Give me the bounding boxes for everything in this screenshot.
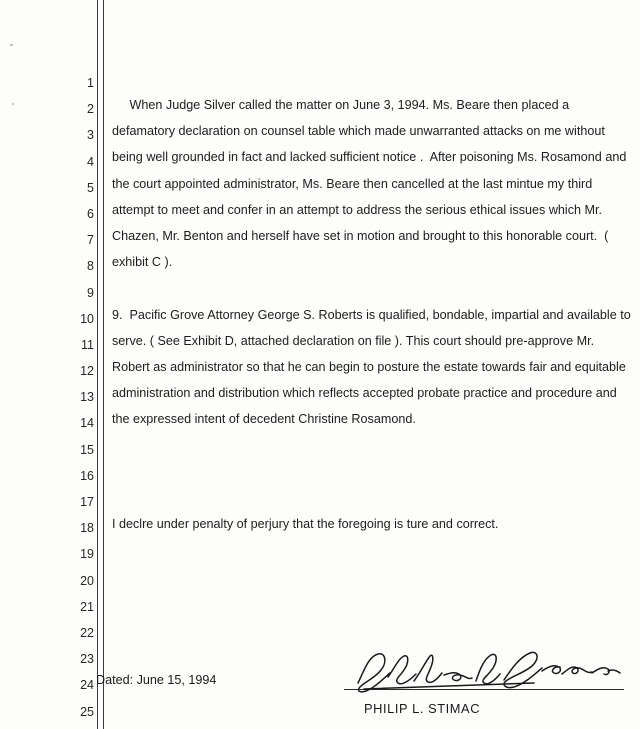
scan-speck	[10, 44, 13, 46]
line-number: 25	[80, 704, 94, 719]
line-number: 15	[80, 442, 94, 457]
line-number: 17	[80, 495, 94, 509]
line-number: 20	[80, 573, 94, 588]
line-number: 21	[80, 599, 94, 614]
line-number: 24	[80, 678, 94, 693]
line-number: 5	[87, 180, 94, 195]
pleading-rule-left	[97, 0, 98, 729]
line-number: 1	[87, 76, 94, 90]
line-number: 4	[87, 154, 94, 169]
line-number: 12	[80, 364, 94, 379]
document-body	[112, 92, 635, 537]
line-number: 3	[87, 128, 94, 143]
line-number: 13	[80, 390, 94, 405]
paragraph-judge-silver: When Judge Silver called the matter on June 3, 1994. Ms. Beare then placed a defamatory declaration on counsel table which made unwarranted attacks on me without being well grounded in fact and lacked sufficient notice . After poisoning Ms. Rosamond and the court appointed administrator, Ms. Beare then cancelled at the last mintue my third attempt to meet and confer in an attempt to address the serious ethical issues which Mr. Chazen, Mr. Benton and herself have set in motion and brought to this honorable court. ( exhibit C ).	[112, 98, 630, 270]
line-number-column	[72, 70, 94, 725]
line-number: 10	[80, 311, 94, 326]
pleading-rule-right	[103, 0, 104, 729]
line-number: 14	[80, 416, 94, 431]
line-number: 6	[87, 206, 94, 221]
line-number: 19	[80, 547, 94, 562]
line-number: 16	[80, 468, 94, 483]
line-number: 23	[80, 652, 94, 667]
paragraph-perjury-declaration: I declre under penalty of perjury that the foregoing is ture and correct.	[112, 517, 499, 532]
paragraph-spacer	[112, 433, 632, 512]
line-number: 22	[80, 625, 94, 640]
line-number: 2	[87, 102, 94, 117]
line-number: 18	[80, 521, 94, 536]
line-number: 11	[81, 337, 94, 352]
line-number: 8	[87, 259, 94, 274]
paragraph-attorney-roberts: 9. Pacific Grove Attorney George S. Roberts is qualified, bondable, impartial and available to serve. ( See Exhibit D, attached declaration on file ). This court should pre-approve Mr. Robert as administrator so that he can begin to posture the estate towards fair and equitable administration and distribution which reflects accepted probate practice and procedure and the expressed intent of decedent Christine Rosamond.	[112, 307, 635, 427]
dated-label: Dated: June 15, 1994	[96, 673, 217, 687]
paragraph-spacer	[112, 275, 632, 301]
handwritten-signature	[354, 647, 624, 695]
scan-speck	[12, 103, 14, 105]
signer-name: PHILIP L. STIMAC	[364, 701, 481, 716]
line-number: 9	[87, 285, 94, 300]
line-number: 7	[87, 233, 94, 248]
